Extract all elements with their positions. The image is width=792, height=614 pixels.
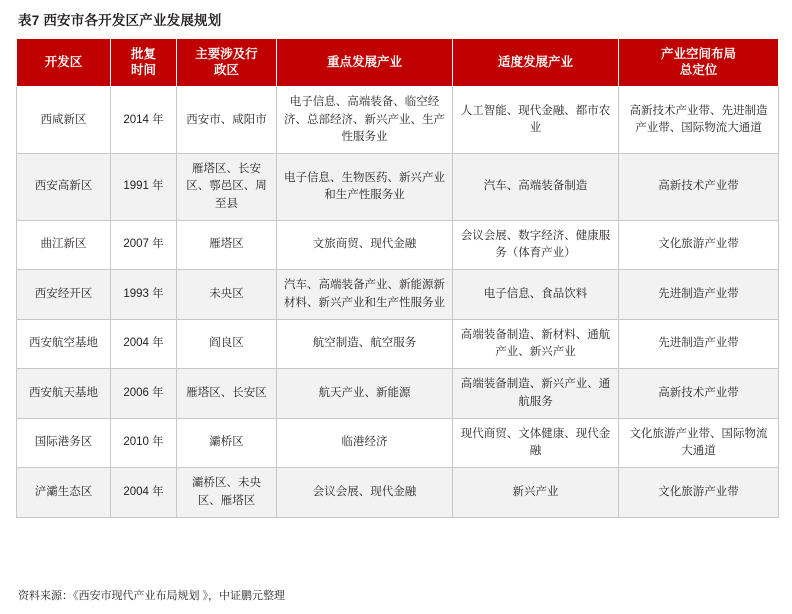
cell-spatial-position: 高新技术产业带、先进制造产业带、国际物流大通道 [619, 87, 779, 154]
column-header-key-industries: 重点发展产业 [277, 38, 453, 87]
table-row [17, 418, 779, 468]
cell-zone: 西咸新区 [17, 87, 111, 154]
cell-spatial-position: 先进制造产业带 [619, 270, 779, 320]
column-header-zone: 开发区 [17, 38, 111, 87]
source-note: 资料来源：《西安市现代产业布局规划 》，中证鹏元整理 [18, 589, 286, 602]
cell-approval-time: 1991 年 [111, 154, 177, 221]
cell-moderate-industries: 高端装备制造、新材料、通航产业、新兴产业 [453, 319, 619, 369]
table-row [17, 154, 779, 221]
cell-key-industries: 汽车、高端装备产业、新能源新材料、新兴产业和生产性服务业 [277, 270, 453, 320]
cell-approval-time: 2004 年 [111, 468, 177, 518]
cell-zone: 西安高新区 [17, 154, 111, 221]
table-row [17, 270, 779, 320]
cell-districts: 西安市、咸阳市 [177, 87, 277, 154]
cell-moderate-industries: 汽车、高端装备制造 [453, 154, 619, 221]
cell-zone: 西安航天基地 [17, 369, 111, 419]
cell-key-industries: 文旅商贸、现代金融 [277, 220, 453, 270]
cell-districts: 灞桥区、未央区、雁塔区 [177, 468, 277, 518]
cell-moderate-industries: 高端装备制造、新兴产业、通航服务 [453, 369, 619, 419]
table-row [17, 319, 779, 369]
cell-key-industries: 电子信息、高端装备、临空经济、总部经济、新兴产业、生产性服务业 [277, 87, 453, 154]
cell-key-industries: 电子信息、生物医药、新兴产业和生产性服务业 [277, 154, 453, 221]
table-header [17, 38, 779, 87]
cell-key-industries: 航天产业、新能源 [277, 369, 453, 419]
cell-key-industries: 会议会展、现代金融 [277, 468, 453, 518]
cell-moderate-industries: 新兴产业 [453, 468, 619, 518]
cell-districts: 未央区 [177, 270, 277, 320]
cell-zone: 西安航空基地 [17, 319, 111, 369]
cell-spatial-position: 高新技术产业带 [619, 154, 779, 221]
cell-approval-time: 2007 年 [111, 220, 177, 270]
cell-zone: 浐灞生态区 [17, 468, 111, 518]
cell-districts: 雁塔区 [177, 220, 277, 270]
cell-moderate-industries: 会议会展、数字经济、健康服务（体育产业） [453, 220, 619, 270]
cell-approval-time: 1993 年 [111, 270, 177, 320]
cell-zone: 西安经开区 [17, 270, 111, 320]
table-body [17, 87, 779, 518]
table-row [17, 468, 779, 518]
cell-districts: 雁塔区、长安区、鄠邑区、周至县 [177, 154, 277, 221]
cell-approval-time: 2006 年 [111, 369, 177, 419]
table-row [17, 220, 779, 270]
cell-spatial-position: 文化旅游产业带、国际物流大通道 [619, 418, 779, 468]
cell-approval-time: 2014 年 [111, 87, 177, 154]
cell-moderate-industries: 电子信息、食品饮料 [453, 270, 619, 320]
column-header-moderate-industries: 适度发展产业 [453, 38, 619, 87]
column-header-approval-time: 批复 时间 [111, 38, 177, 87]
cell-moderate-industries: 现代商贸、文体健康、现代金融 [453, 418, 619, 468]
cell-key-industries: 临港经济 [277, 418, 453, 468]
cell-districts: 灞桥区 [177, 418, 277, 468]
development-zone-table [16, 38, 779, 518]
cell-moderate-industries: 人工智能、现代金融、都市农业 [453, 87, 619, 154]
table-header-row [17, 38, 779, 87]
cell-spatial-position: 文化旅游产业带 [619, 468, 779, 518]
cell-districts: 阎良区 [177, 319, 277, 369]
cell-approval-time: 2010 年 [111, 418, 177, 468]
table-row [17, 87, 779, 154]
cell-spatial-position: 文化旅游产业带 [619, 220, 779, 270]
table-title: 表7 西安市各开发区产业发展规划 [18, 13, 222, 28]
cell-spatial-position: 高新技术产业带 [619, 369, 779, 419]
table-row [17, 369, 779, 419]
column-header-districts: 主要涉及行 政区 [177, 38, 277, 87]
column-header-spatial-position: 产业空间布局 总定位 [619, 38, 779, 87]
cell-approval-time: 2004 年 [111, 319, 177, 369]
cell-districts: 雁塔区、长安区 [177, 369, 277, 419]
cell-zone: 曲江新区 [17, 220, 111, 270]
cell-spatial-position: 先进制造产业带 [619, 319, 779, 369]
cell-zone: 国际港务区 [17, 418, 111, 468]
cell-key-industries: 航空制造、航空服务 [277, 319, 453, 369]
